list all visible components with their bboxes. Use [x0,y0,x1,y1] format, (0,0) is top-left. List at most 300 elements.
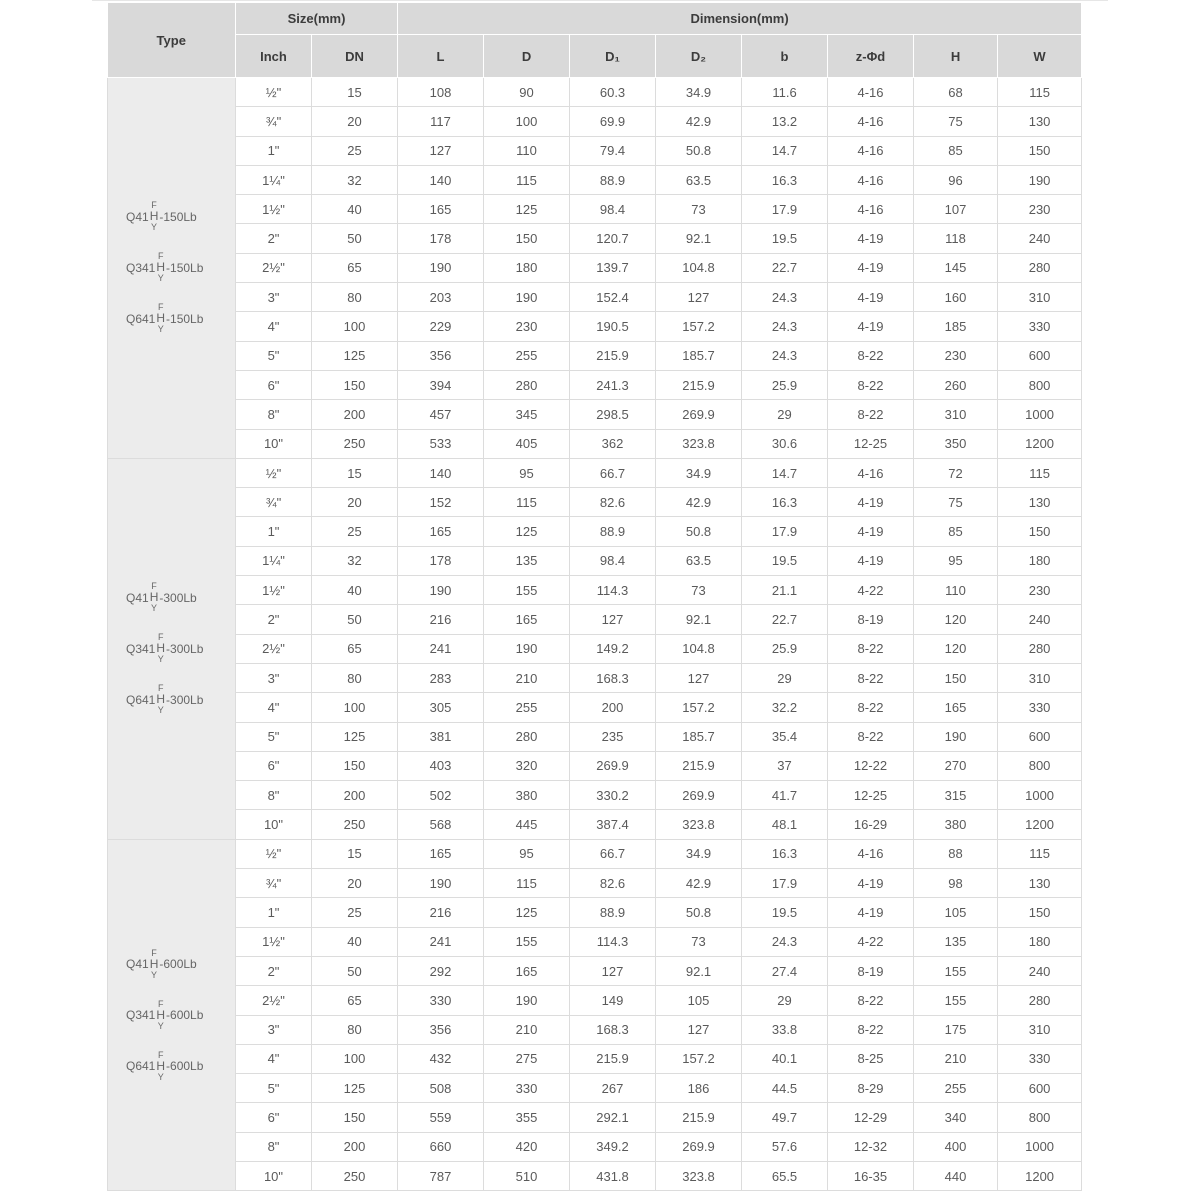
table-row [108,986,1082,1015]
cell-b: 17.9 [742,195,828,224]
cell-d2: 50.8 [656,136,742,165]
cell-d1: 298.5 [570,400,656,429]
cell-dn: 125 [312,341,398,370]
cell-d1: 88.9 [570,517,656,546]
cell-dn: 80 [312,663,398,692]
cell-h: 72 [914,458,998,487]
material-code [156,1000,165,1031]
model-suffix: -300Lb [159,590,197,605]
material-mid: H [149,209,159,224]
cell-h: 145 [914,253,998,282]
cell-h: 75 [914,488,998,517]
cell-b: 65.5 [742,1161,828,1190]
cell-d: 405 [484,429,570,458]
cell-b: 19.5 [742,224,828,253]
cell-b: 16.3 [742,839,828,868]
table-row [108,458,1082,487]
cell-dn: 80 [312,283,398,312]
cell-h: 440 [914,1161,998,1190]
cell-w: 115 [998,78,1082,107]
model-name [126,293,203,344]
cell-zd: 8-19 [828,605,914,634]
cell-inch: 1" [236,136,312,165]
cell-b: 24.3 [742,341,828,370]
cell-l: 403 [398,751,484,780]
table-row [108,810,1082,839]
cell-b: 29 [742,986,828,1015]
cell-d2: 215.9 [656,1103,742,1132]
material-top: F [151,581,157,592]
table-row [108,781,1082,810]
cell-h: 68 [914,78,998,107]
model-prefix: Q41 [126,590,149,605]
cell-b: 35.4 [742,722,828,751]
col-dn-header: DN [312,35,398,78]
cell-d: 345 [484,400,570,429]
material-code [156,684,165,715]
cell-d: 90 [484,78,570,107]
cell-d2: 42.9 [656,107,742,136]
cell-inch: 5" [236,341,312,370]
cell-inch: ¾" [236,107,312,136]
cell-dn: 15 [312,78,398,107]
table-row [108,722,1082,751]
table-row [108,1103,1082,1132]
cell-b: 16.3 [742,165,828,194]
material-top: F [151,947,157,958]
cell-zd: 4-22 [828,576,914,605]
cell-w: 150 [998,136,1082,165]
cell-d1: 88.9 [570,898,656,927]
cell-b: 27.4 [742,956,828,985]
model-name [126,939,197,990]
cell-b: 24.3 [742,927,828,956]
cell-dn: 20 [312,107,398,136]
model-suffix: -150Lb [159,209,197,224]
cell-d: 210 [484,663,570,692]
cell-d: 125 [484,898,570,927]
cell-zd: 4-19 [828,253,914,282]
cell-l: 190 [398,869,484,898]
cell-h: 160 [914,283,998,312]
table-row [108,693,1082,722]
cell-d2: 34.9 [656,78,742,107]
cell-inch: 3" [236,663,312,692]
cell-zd: 12-25 [828,781,914,810]
cell-d2: 127 [656,283,742,312]
cell-b: 17.9 [742,869,828,898]
col-d1-header: D₁ [570,35,656,78]
cell-h: 190 [914,722,998,751]
cell-w: 600 [998,1074,1082,1103]
cell-d2: 92.1 [656,224,742,253]
cell-b: 16.3 [742,488,828,517]
cell-w: 130 [998,107,1082,136]
material-bottom: Y [157,1020,164,1031]
cell-d2: 269.9 [656,1132,742,1161]
table-row [108,370,1082,399]
cell-d1: 215.9 [570,1044,656,1073]
cell-l: 305 [398,693,484,722]
cell-d2: 269.9 [656,781,742,810]
cell-h: 380 [914,810,998,839]
cell-w: 330 [998,312,1082,341]
cell-zd: 4-22 [828,927,914,956]
dimension-table [107,2,1082,1191]
table-row [108,429,1082,458]
cell-d2: 127 [656,1015,742,1044]
model-prefix: Q341 [126,1008,156,1022]
material-bottom: Y [157,1071,164,1082]
cell-inch: 1½" [236,195,312,224]
cell-l: 292 [398,956,484,985]
cell-l: 190 [398,576,484,605]
cell-h: 110 [914,576,998,605]
material-mid: H [149,956,159,971]
cell-d: 135 [484,546,570,575]
cell-l: 152 [398,488,484,517]
model-list [108,191,235,344]
cell-l: 283 [398,663,484,692]
cell-l: 165 [398,839,484,868]
table-row [108,751,1082,780]
cell-zd: 4-16 [828,195,914,224]
cell-d: 155 [484,927,570,956]
dimension-header: Dimension(mm) [398,3,1082,35]
cell-d: 165 [484,605,570,634]
cell-w: 115 [998,839,1082,868]
cell-d: 180 [484,253,570,282]
cell-d1: 292.1 [570,1103,656,1132]
cell-b: 41.7 [742,781,828,810]
cell-d: 165 [484,956,570,985]
cell-d1: 98.4 [570,546,656,575]
cell-dn: 65 [312,986,398,1015]
cell-inch: 4" [236,1044,312,1073]
cell-inch: 3" [236,283,312,312]
cell-w: 130 [998,869,1082,898]
cell-b: 25.9 [742,370,828,399]
cell-l: 241 [398,634,484,663]
cell-inch: 2" [236,224,312,253]
cell-d: 230 [484,312,570,341]
cell-inch: 1¼" [236,546,312,575]
cell-h: 107 [914,195,998,224]
cell-b: 24.3 [742,312,828,341]
cell-h: 118 [914,224,998,253]
col-b-header: b [742,35,828,78]
cell-zd: 8-22 [828,986,914,1015]
cell-w: 240 [998,605,1082,634]
cell-w: 800 [998,1103,1082,1132]
cell-d1: 235 [570,722,656,751]
cell-dn: 25 [312,136,398,165]
cell-dn: 80 [312,1015,398,1044]
cell-d: 100 [484,107,570,136]
cell-inch: 2" [236,956,312,985]
cell-dn: 40 [312,927,398,956]
material-code [150,582,159,613]
cell-d2: 50.8 [656,898,742,927]
cell-zd: 4-19 [828,898,914,927]
cell-d: 95 [484,458,570,487]
cell-w: 240 [998,224,1082,253]
cell-inch: ½" [236,839,312,868]
material-bottom: Y [157,705,164,716]
cell-zd: 4-19 [828,546,914,575]
cell-w: 1000 [998,400,1082,429]
table-row [108,927,1082,956]
table-row [108,663,1082,692]
material-bottom: Y [151,222,158,233]
material-bottom: Y [157,324,164,335]
cell-b: 22.7 [742,253,828,282]
cell-dn: 125 [312,722,398,751]
cell-dn: 150 [312,370,398,399]
cell-h: 210 [914,1044,998,1073]
model-prefix: Q341 [126,260,156,275]
model-prefix: Q641 [126,1059,156,1073]
cell-b: 21.1 [742,576,828,605]
cell-dn: 25 [312,898,398,927]
cell-d2: 63.5 [656,165,742,194]
cell-w: 130 [998,488,1082,517]
cell-d1: 349.2 [570,1132,656,1161]
cell-l: 203 [398,283,484,312]
model-suffix: -300Lb [166,692,204,707]
cell-d2: 157.2 [656,312,742,341]
cell-d: 190 [484,283,570,312]
cell-h: 165 [914,693,998,722]
cell-dn: 150 [312,751,398,780]
col-inch-header: Inch [236,35,312,78]
cell-l: 178 [398,546,484,575]
cell-d2: 157.2 [656,1044,742,1073]
col-d2-header: D₂ [656,35,742,78]
cell-l: 165 [398,517,484,546]
cell-dn: 65 [312,253,398,282]
cell-w: 280 [998,986,1082,1015]
cell-zd: 4-19 [828,224,914,253]
cell-h: 75 [914,107,998,136]
cell-zd: 8-19 [828,956,914,985]
cell-b: 17.9 [742,517,828,546]
cell-d: 280 [484,370,570,399]
cell-zd: 4-19 [828,312,914,341]
cell-h: 315 [914,781,998,810]
cell-dn: 32 [312,165,398,194]
table-header [108,3,1082,78]
cell-d: 445 [484,810,570,839]
cell-l: 568 [398,810,484,839]
cell-inch: ½" [236,78,312,107]
cell-dn: 250 [312,1161,398,1190]
cell-zd: 8-22 [828,1015,914,1044]
model-prefix: Q41 [126,209,149,224]
cell-h: 120 [914,634,998,663]
cell-d: 115 [484,488,570,517]
cell-zd: 4-16 [828,107,914,136]
cell-h: 350 [914,429,998,458]
cell-d2: 92.1 [656,605,742,634]
model-prefix: Q641 [126,311,156,326]
cell-d1: 120.7 [570,224,656,253]
cell-d2: 185.7 [656,722,742,751]
cell-d: 320 [484,751,570,780]
cell-dn: 150 [312,1103,398,1132]
model-prefix: Q41 [126,957,149,971]
cell-w: 330 [998,1044,1082,1073]
cell-d: 210 [484,1015,570,1044]
model-name [126,674,203,725]
cell-d: 125 [484,195,570,224]
cell-w: 230 [998,576,1082,605]
table-row [108,546,1082,575]
cell-d1: 69.9 [570,107,656,136]
cell-d1: 241.3 [570,370,656,399]
cell-dn: 50 [312,956,398,985]
cell-w: 310 [998,1015,1082,1044]
cell-d: 510 [484,1161,570,1190]
material-top: F [157,998,164,1009]
table-row [108,136,1082,165]
material-top: F [157,302,164,313]
cell-inch: 3" [236,1015,312,1044]
cell-zd: 4-19 [828,283,914,312]
cell-inch: 2½" [236,253,312,282]
col-w-header: W [998,35,1082,78]
cell-zd: 16-29 [828,810,914,839]
cell-dn: 32 [312,546,398,575]
cell-d1: 98.4 [570,195,656,224]
model-name [126,990,203,1041]
model-suffix: -600Lb [166,1059,204,1073]
cell-d1: 79.4 [570,136,656,165]
cell-h: 155 [914,986,998,1015]
table-row [108,869,1082,898]
cell-h: 175 [914,1015,998,1044]
material-top: F [157,1049,164,1060]
material-bottom: Y [151,603,158,614]
cell-inch: 10" [236,1161,312,1190]
type-header: Type [108,3,236,78]
model-prefix: Q341 [126,641,156,656]
cell-w: 600 [998,722,1082,751]
cell-inch: 1¼" [236,165,312,194]
cell-d1: 66.7 [570,458,656,487]
cell-d2: 92.1 [656,956,742,985]
cell-w: 230 [998,195,1082,224]
cell-w: 190 [998,165,1082,194]
cell-zd: 4-19 [828,869,914,898]
cell-h: 120 [914,605,998,634]
cell-h: 85 [914,517,998,546]
cell-d2: 323.8 [656,429,742,458]
cell-l: 559 [398,1103,484,1132]
cell-zd: 8-29 [828,1074,914,1103]
cell-inch: 1½" [236,576,312,605]
cell-d2: 42.9 [656,869,742,898]
cell-dn: 100 [312,693,398,722]
cell-dn: 50 [312,605,398,634]
cell-d2: 73 [656,195,742,224]
cell-l: 381 [398,722,484,751]
size-header: Size(mm) [236,3,398,35]
cell-b: 25.9 [742,634,828,663]
cell-d2: 63.5 [656,546,742,575]
cell-b: 32.2 [742,693,828,722]
cell-h: 150 [914,663,998,692]
cell-w: 180 [998,546,1082,575]
table-row [108,253,1082,282]
cell-inch: 5" [236,1074,312,1103]
cell-zd: 12-22 [828,751,914,780]
type-cell [108,78,236,459]
cell-l: 508 [398,1074,484,1103]
cell-b: 22.7 [742,605,828,634]
cell-w: 1000 [998,1132,1082,1161]
cell-inch: 8" [236,781,312,810]
cell-b: 29 [742,400,828,429]
material-mid: H [156,641,166,656]
material-top: F [157,632,164,643]
cell-h: 98 [914,869,998,898]
cell-inch: 10" [236,810,312,839]
cell-d1: 152.4 [570,283,656,312]
material-mid: H [156,1058,166,1073]
cell-d2: 104.8 [656,253,742,282]
cell-w: 280 [998,634,1082,663]
cell-dn: 100 [312,1044,398,1073]
table-row [108,165,1082,194]
model-suffix: -300Lb [166,641,204,656]
cell-b: 44.5 [742,1074,828,1103]
cell-d1: 66.7 [570,839,656,868]
cell-b: 19.5 [742,546,828,575]
cell-h: 400 [914,1132,998,1161]
cell-d1: 149.2 [570,634,656,663]
cell-inch: 6" [236,370,312,399]
cell-dn: 65 [312,634,398,663]
cell-w: 310 [998,663,1082,692]
cell-l: 229 [398,312,484,341]
table-row [108,400,1082,429]
cell-b: 13.2 [742,107,828,136]
cell-dn: 40 [312,576,398,605]
cell-dn: 20 [312,488,398,517]
cell-d: 255 [484,693,570,722]
cell-dn: 250 [312,810,398,839]
cell-inch: 1" [236,517,312,546]
table-row [108,341,1082,370]
cell-w: 280 [998,253,1082,282]
cell-d2: 127 [656,663,742,692]
cell-h: 88 [914,839,998,868]
cell-d2: 269.9 [656,400,742,429]
cell-d: 255 [484,341,570,370]
cell-w: 150 [998,898,1082,927]
cell-d: 190 [484,986,570,1015]
type-cell [108,458,236,839]
cell-zd: 4-19 [828,517,914,546]
cell-b: 49.7 [742,1103,828,1132]
cell-d1: 114.3 [570,927,656,956]
cell-d1: 88.9 [570,165,656,194]
cell-b: 37 [742,751,828,780]
cell-l: 533 [398,429,484,458]
cell-inch: 4" [236,693,312,722]
cell-h: 340 [914,1103,998,1132]
